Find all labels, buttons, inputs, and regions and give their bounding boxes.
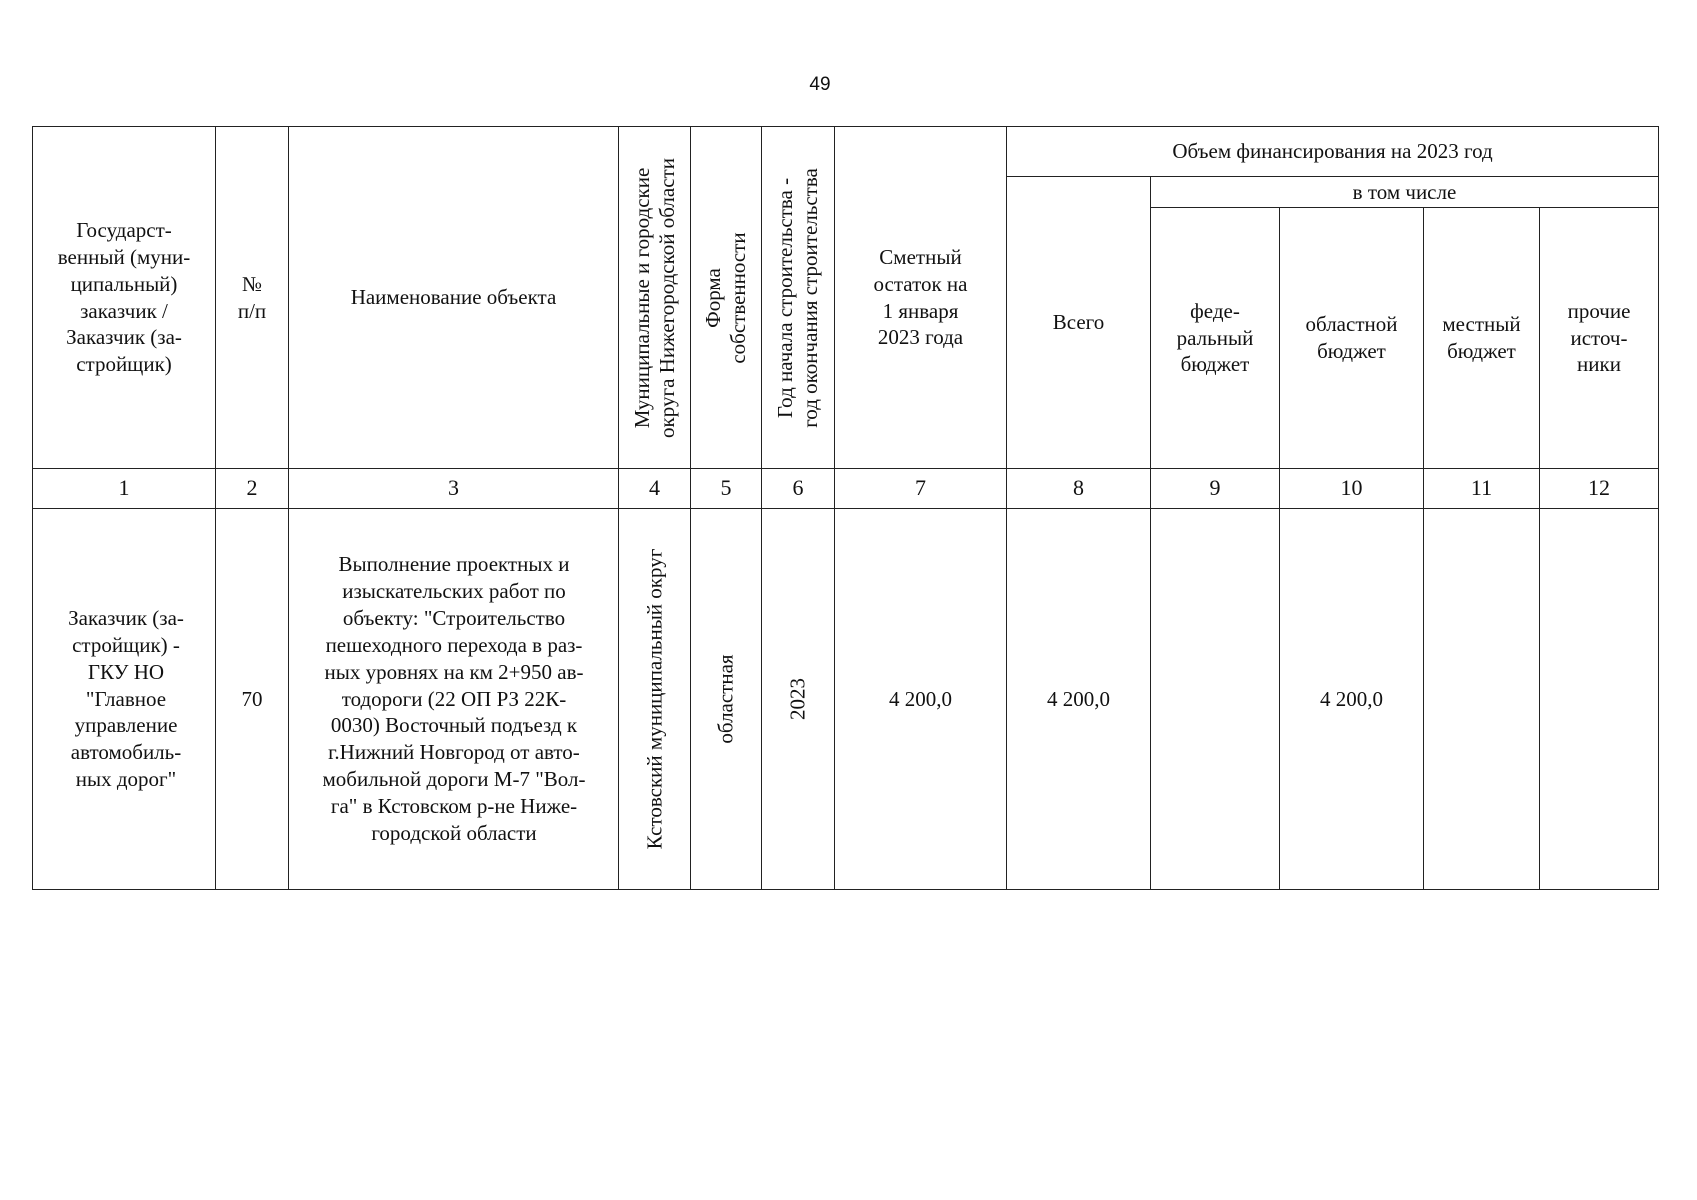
header-balance: Сметный остаток на 1 января 2023 года	[835, 127, 1007, 469]
header-total: Всего	[1007, 177, 1151, 469]
financing-table	[32, 126, 1659, 890]
header-regional-budget: областной бюджет	[1280, 208, 1424, 469]
column-number-12: 12	[1540, 469, 1659, 509]
row-federal-budget	[1151, 509, 1280, 890]
column-number-1: 1	[33, 469, 216, 509]
column-number-4: 4	[619, 469, 691, 509]
column-number-10: 10	[1280, 469, 1424, 509]
column-number-8: 8	[1007, 469, 1151, 509]
row-ownership: областная	[691, 509, 762, 890]
header-district: Муниципальные и городские округа Нижегородской области	[619, 127, 691, 469]
header-local-budget: местный бюджет	[1424, 208, 1540, 469]
header-federal-budget: феде- ральный бюджет	[1151, 208, 1280, 469]
row-local-budget	[1424, 509, 1540, 890]
header-number: № п/п	[216, 127, 289, 469]
header-other-sources: прочие источ- ники	[1540, 208, 1659, 469]
row-object-name: Выполнение проектных и изыскательских работ по объекту: "Строительство пешеходного перехода в раз- ных уровнях на км 2+950 ав- тодороги (22 ОП РЗ 22К- 0030) Восточный подъезд к г.Нижний Новгород от авто- мобильной дороги М-7 "Вол- га" в Кстовском р-не Ниже- городской области	[289, 509, 619, 890]
page-number: 49	[809, 74, 831, 95]
header-ownership: Форма собственности	[691, 127, 762, 469]
column-number-7: 7	[835, 469, 1007, 509]
row-customer: Заказчик (за- стройщик) - ГКУ НО "Главное управление автомобиль- ных дорог"	[33, 509, 216, 890]
header-years: Год начала строительства - год окончания строительства	[762, 127, 835, 469]
column-number-3: 3	[289, 469, 619, 509]
row-number: 70	[216, 509, 289, 890]
row-other-sources	[1540, 509, 1659, 890]
row-regional-budget: 4 200,0	[1280, 509, 1424, 890]
table-row	[33, 509, 1659, 890]
column-number-9: 9	[1151, 469, 1280, 509]
row-balance: 4 200,0	[835, 509, 1007, 890]
row-total: 4 200,0	[1007, 509, 1151, 890]
column-number-2: 2	[216, 469, 289, 509]
header-including: в том числе	[1151, 177, 1659, 208]
column-number-11: 11	[1424, 469, 1540, 509]
row-district: Кстовский муниципальный округ	[619, 509, 691, 890]
header-object-name: Наименование объекта	[289, 127, 619, 469]
header-customer: Государст- венный (муни- ципальный) заказчик / Заказчик (за- стройщик)	[33, 127, 216, 469]
column-number-5: 5	[691, 469, 762, 509]
row-years: 2023	[762, 509, 835, 890]
column-number-6: 6	[762, 469, 835, 509]
header-financing: Объем финансирования на 2023 год	[1007, 127, 1659, 177]
